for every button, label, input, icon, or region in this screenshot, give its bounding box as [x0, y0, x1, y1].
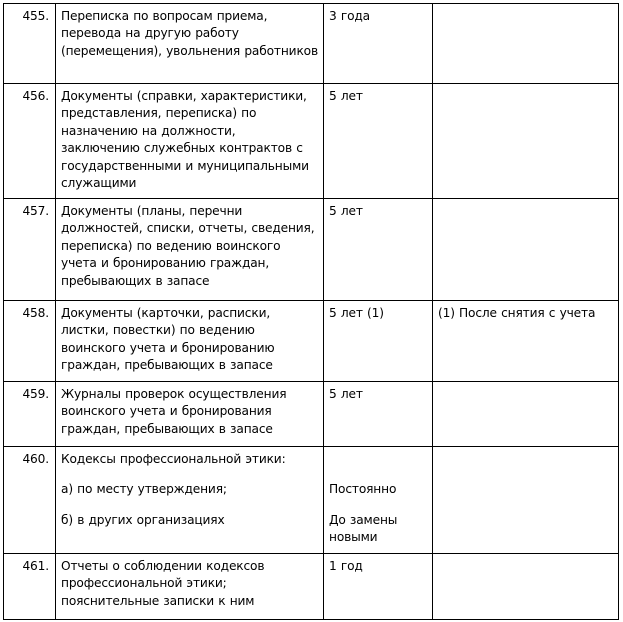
item-number: 456. [4, 84, 56, 199]
item-note [433, 554, 619, 620]
table-row [4, 4, 619, 84]
table-row [4, 382, 619, 447]
item-number: 461. [4, 554, 56, 620]
item-note [433, 382, 619, 447]
item-title-group [56, 447, 324, 554]
item-number: 455. [4, 4, 56, 84]
item-number: 457. [4, 199, 56, 301]
item-note [433, 4, 619, 84]
table-row [4, 447, 619, 554]
item-note [433, 199, 619, 301]
sub-item-a: а) по месту утверждения; [61, 482, 227, 497]
retention-term-b: До замены новыми [329, 512, 398, 545]
retention-term: 5 лет [324, 199, 433, 301]
item-title: Документы (карточки, расписки, листки, повестки) по ведению воинского учета и бронированию граждан, пребывающих в запасе [56, 301, 324, 382]
retention-term: 5 лет [324, 382, 433, 447]
table-row [4, 199, 619, 301]
sub-item-b: б) в других организациях [61, 512, 225, 527]
item-number: 458. [4, 301, 56, 382]
item-number: 459. [4, 382, 56, 447]
retention-term: 1 год [324, 554, 433, 620]
item-title: Журналы проверок осуществления воинского учета и бронирования граждан, пребывающих в запасе [56, 382, 324, 447]
table-row [4, 554, 619, 620]
item-title: Переписка по вопросам приема, перевода на другую работу (перемещения), увольнения работников [56, 4, 324, 84]
item-title: Кодексы профессиональной этики: [61, 452, 286, 466]
retention-term: 5 лет [324, 84, 433, 199]
item-note [433, 84, 619, 199]
table-row [4, 84, 619, 199]
item-number: 460. [4, 447, 56, 554]
item-note: (1) После снятия с учета [433, 301, 619, 382]
item-title: Отчеты о соблюдении кодексов профессиональной этики; пояснительные записки к ним [56, 554, 324, 620]
retention-term-a: Постоянно [329, 482, 397, 497]
retention-schedule-table [3, 3, 619, 620]
item-note [433, 447, 619, 554]
item-title: Документы (справки, характеристики, представления, переписка) по назначению на должности, заключению служебных контрактов с государственными и муниципальными служащими [56, 84, 324, 199]
table-row [4, 301, 619, 382]
retention-term-group [324, 447, 433, 554]
retention-term: 5 лет (1) [324, 301, 433, 382]
retention-term: 3 года [324, 4, 433, 84]
item-title: Документы (планы, перечни должностей, списки, отчеты, сведения, переписка) по ведению воинского учета и бронированию граждан, пребывающих в запасе [56, 199, 324, 301]
